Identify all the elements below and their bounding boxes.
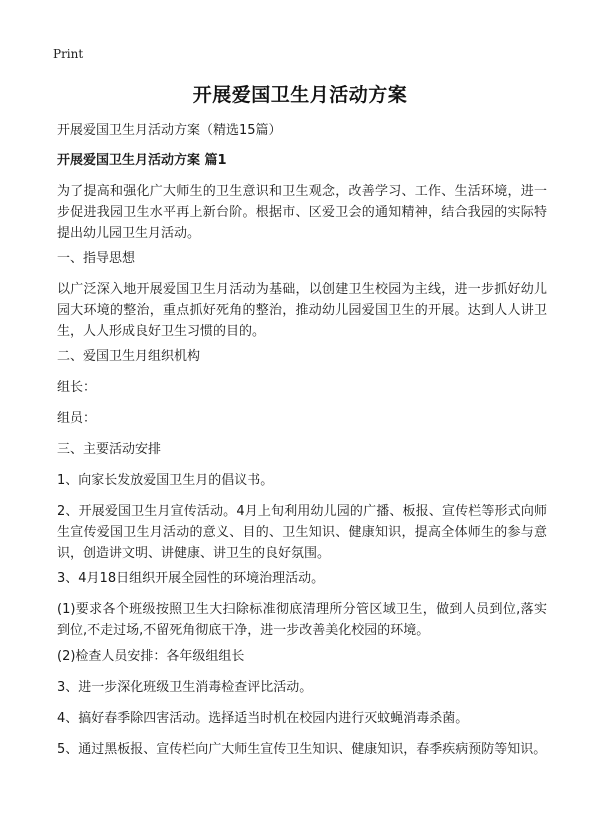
list-item: 5、通过黑板报、宣传栏向广大师生宣传卫生知识、健康知识，春季疾病预防等知识。 [57, 742, 547, 757]
paragraph-members: 组员： [57, 411, 97, 426]
page-title: 开展爱国卫生月活动方案 [192, 84, 408, 106]
list-item: 1、向家长发放爱国卫生月的倡议书。 [57, 473, 274, 488]
section-heading: 开展爱国卫生月活动方案 篇1 [57, 153, 227, 168]
list-item: 3、进一步深化班级卫生消毒检查评比活动。 [57, 680, 313, 695]
paragraph-intro: 为了提高和强化广大师生的卫生意识和卫生观念，改善学习、工作、生活环境，进一步促进我园卫生水平再上新台阶。根据市、区爱卫会的通知精神，结合我园的实际特提出幼儿园卫生月活动。 [57, 184, 547, 241]
print-link[interactable]: Print [53, 47, 84, 61]
list-item: 2、开展爱国卫生月宣传活动。4月上旬利用幼儿园的广播、板报、宣传栏等形式向师生宣传爱国卫生月活动的意义、目的、卫生知识、健康知识，提高全体师生的参与意识，创造讲文明、讲健康、讲卫生的良好氛围。 [57, 504, 547, 561]
list-item: 4、搞好春季除四害活动。选择适当时机在校园内进行灭蚊蝇消毒杀菌。 [57, 711, 469, 726]
heading-organization: 二、爱国卫生月组织机构 [57, 349, 201, 364]
paragraph-guiding-ideology: 以广泛深入地开展爱国卫生月活动为基础，以创建卫生校园为主线，进一步抓好幼儿园大环境的整治，重点抓好死角的整治，推动幼儿园爱国卫生的开展。达到人人讲卫生，人人形成良好卫生习惯的目的。 [57, 282, 547, 339]
paragraph-leader: 组长： [57, 380, 97, 395]
heading-guiding-ideology: 一、指导思想 [57, 251, 136, 266]
list-item: (2)检查人员安排：各年级组组长 [57, 649, 245, 664]
list-item: (1)要求各个班级按照卫生大扫除标准彻底清理所分管区域卫生，做到人员到位,落实到位,不走过场,不留死角彻底干净，进一步改善美化校园的环境。 [57, 602, 547, 638]
list-item: 3、4月18日组织开展全园性的环境治理活动。 [57, 571, 325, 586]
heading-activities: 三、主要活动安排 [57, 442, 162, 457]
document-subtitle: 开展爱国卫生月活动方案（精选15篇） [57, 123, 282, 138]
